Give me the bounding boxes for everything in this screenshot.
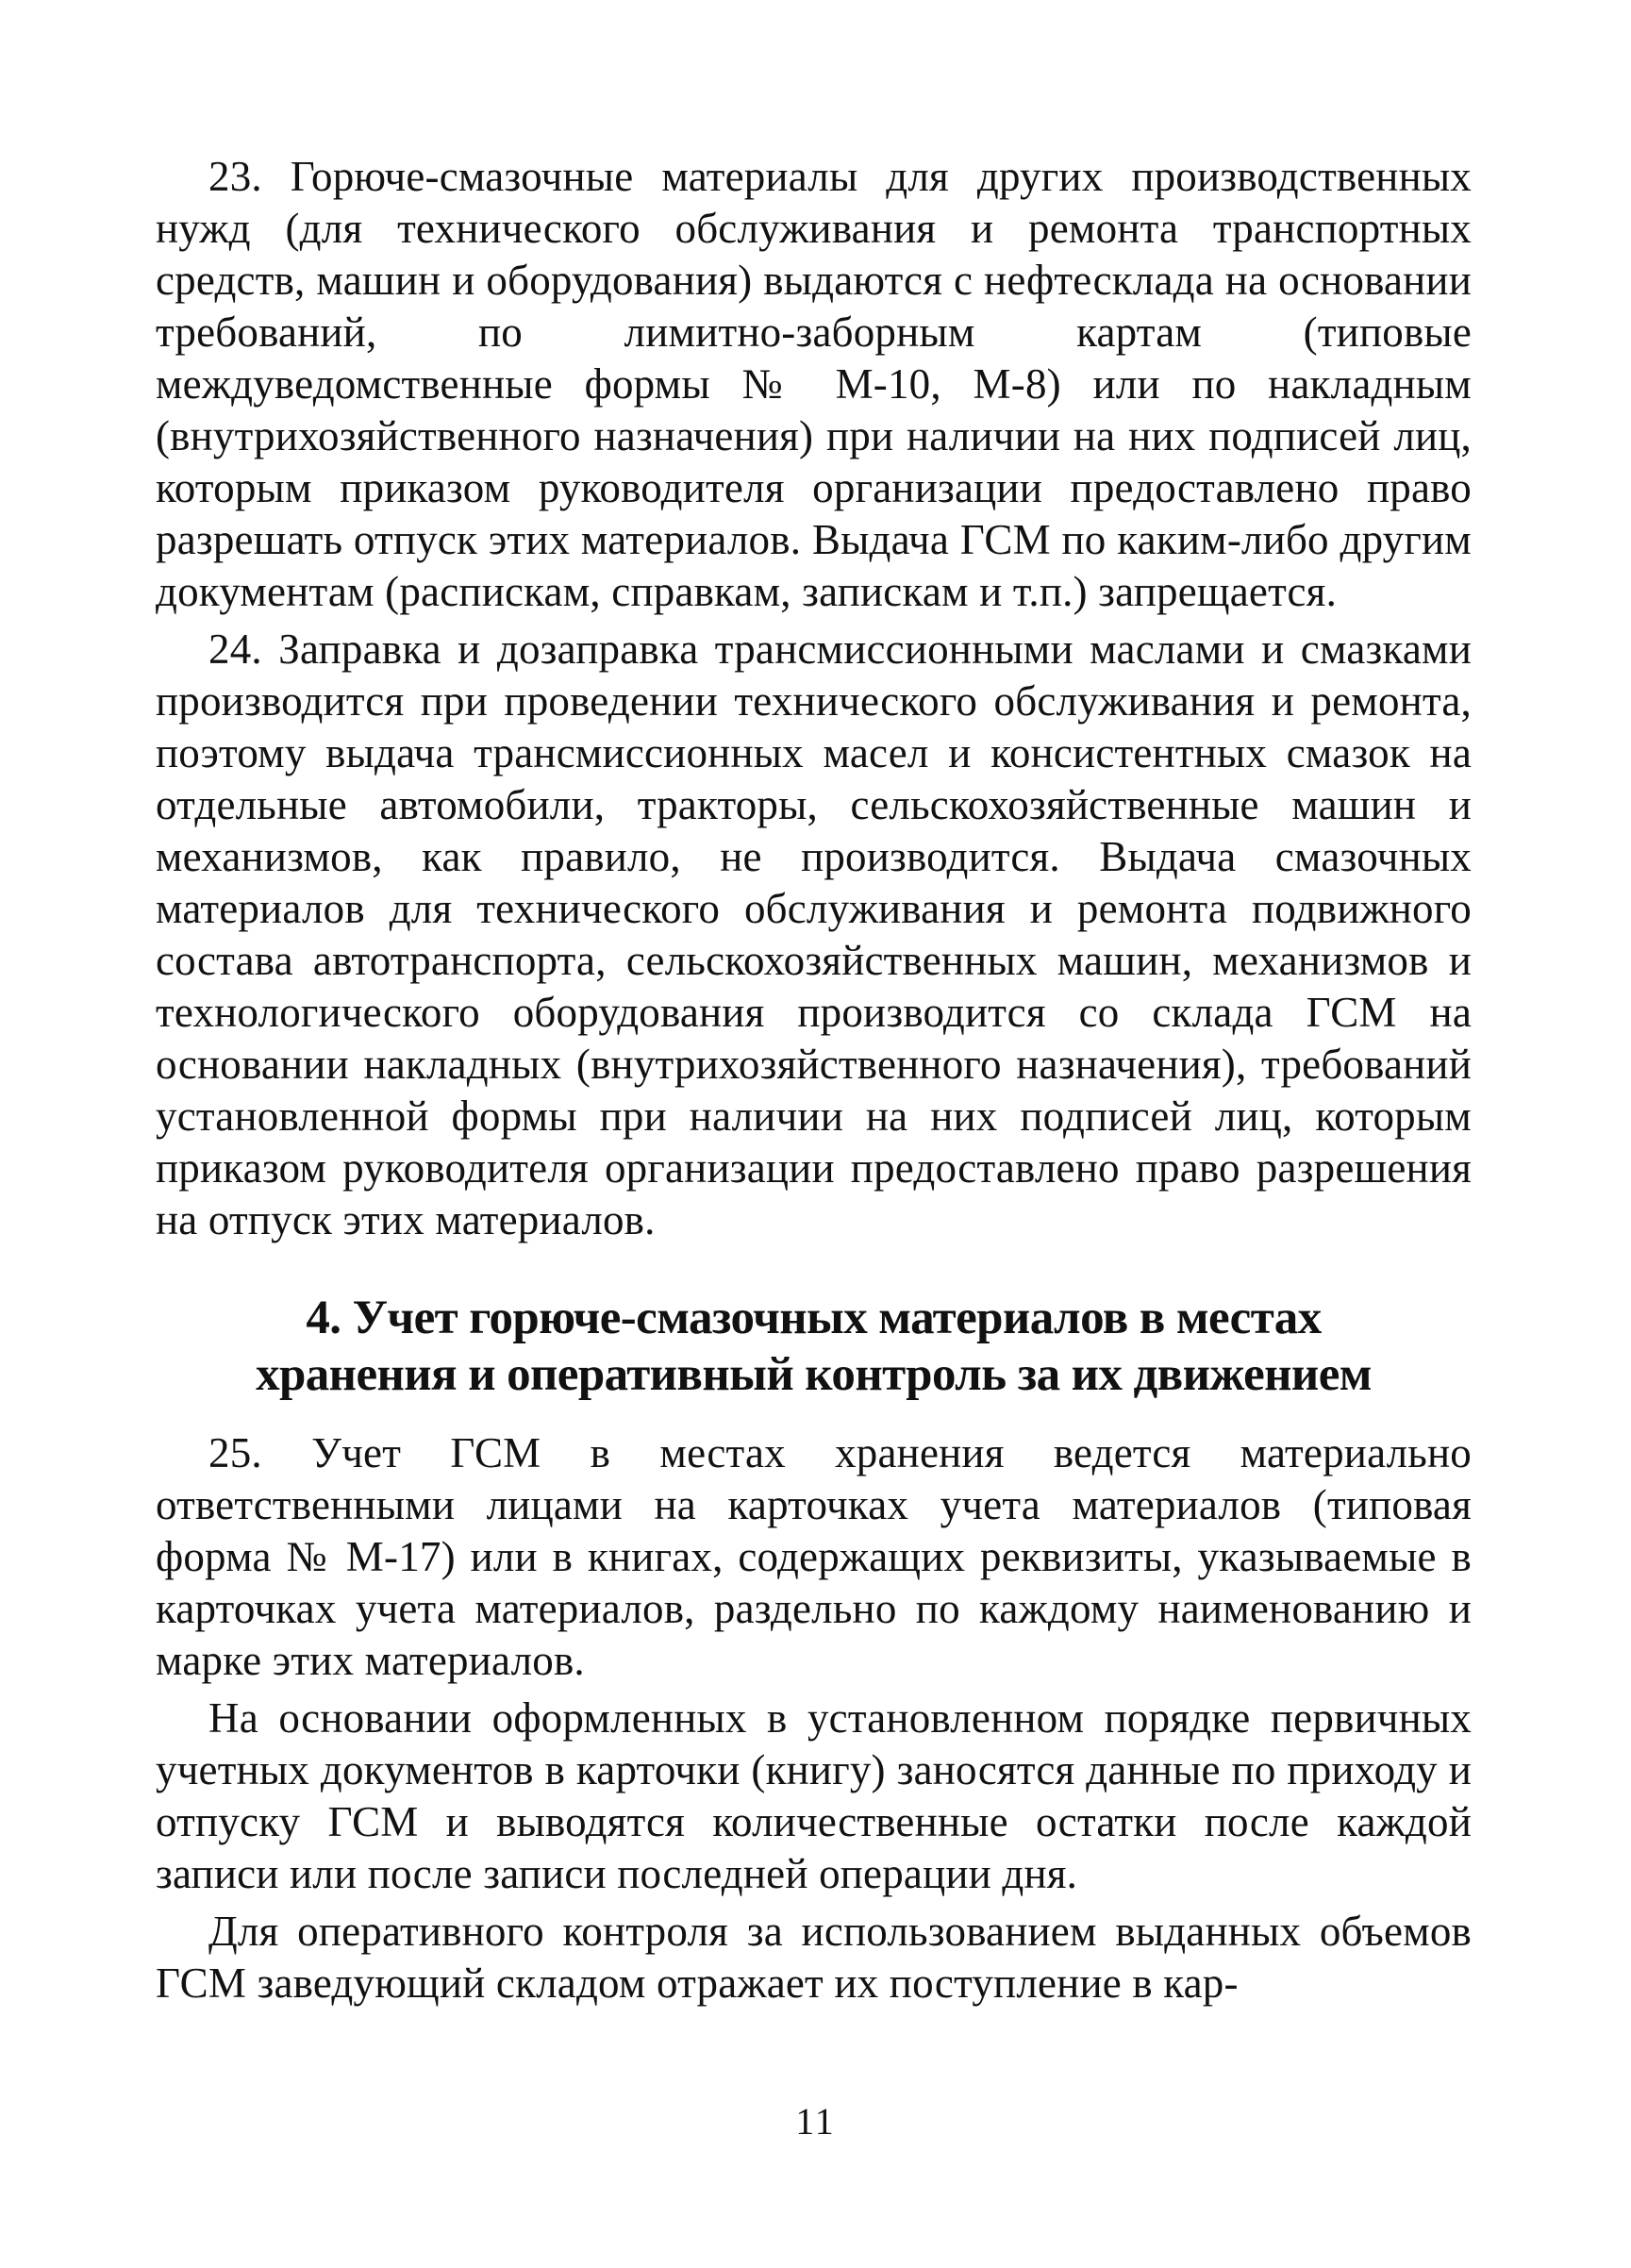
section-heading-line-1: 4. Учет горюче-смазочных материалов в местах [306, 1292, 1322, 1344]
paragraph-25: 25. Учет ГСМ в местах хранения ведется материально ответственными лицами на карточках учета материалов (типовая форма № М-17) или в книгах, содержащих реквизиты, указываемые в карточках учета материалов, раздельно по каждому наименованию и марке этих материалов. [156, 1429, 1472, 1684]
paragraph-23: 23. Горюче-смазочные материалы для других производственных нужд (для технического обслуживания и ремонта транспортных средств, машин и оборудования) выдаются с нефтесклада на основании требований, по лимитно-заборным картам (типовые междуведомственные формы № М-10, М-8) или по накладным (внутрихозяйственного назначения) при наличии на них подписей лиц, которым приказом руководителя организации предоставлено право разрешать отпуск этих материалов. Выдача ГСМ по каким-либо другим документам (распискам, справкам, запискам и т.п.) запрещается. [156, 153, 1472, 615]
document-page [156, 151, 1472, 2015]
paragraph-24: 24. Заправка и дозаправка трансмиссионными маслами и смазками производится при проведении технического обслуживания и ремонта, поэтому выдача трансмиссионных масел и консистентных смазок на отдельные автомобили, тракторы, сельскохозяйственные машин и механизмов, как правило, не производится. Выдача смазочных материалов для технического обслуживания и ремонта подвижного состава автотранспорта, сельскохозяйственных машин, механизмов и технологического оборудования производится со склада ГСМ на основании накладных (внутрихозяйственного назначения), требований установленной формы при наличии на них подписей лиц, которым приказом руководителя организации предоставлено право разрешения на отпуск этих материалов. [156, 625, 1472, 1243]
paragraph-operational-control: Для оперативного контроля за использованием выданных объемов ГСМ заведующий складом отражает их поступление в кар- [156, 1908, 1472, 2007]
section-heading-line-2: хранения и оперативный контроль за их движением [256, 1348, 1372, 1401]
paragraph-primary-documents: На основании оформленных в установленном порядке первичных учетных документов в карточки (книгу) заносятся данные по приходу и отпуску ГСМ и выводятся количественные остатки после каждой записи или после записи последней операции дня. [156, 1694, 1472, 1897]
section-heading [156, 1290, 1472, 1403]
page-number: 11 [795, 2100, 836, 2143]
